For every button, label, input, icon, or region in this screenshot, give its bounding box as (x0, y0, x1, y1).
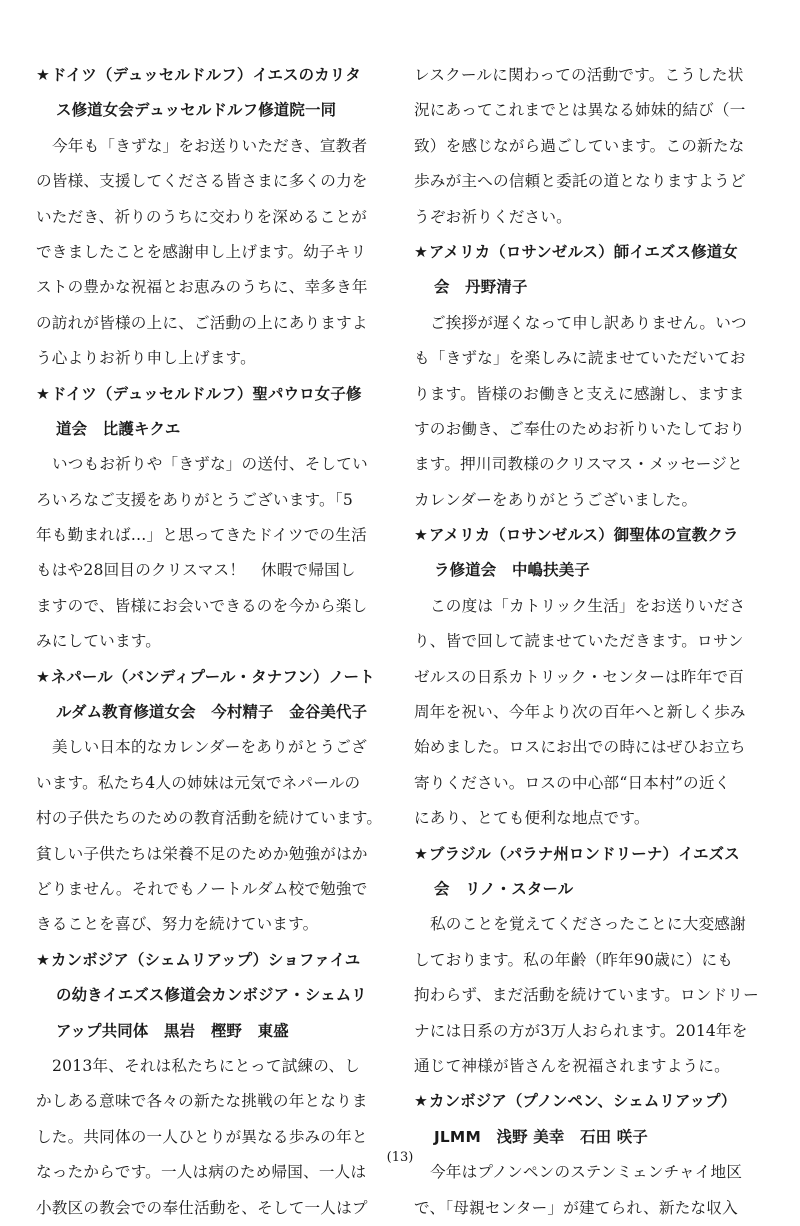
paragraph-line: 通じて神様が皆さんを祝福されますように。 (414, 1056, 730, 1075)
paragraph-line: もはや28回目のクリスマス！ 休暇で帰国し (36, 561, 356, 580)
heading-text: ブラジル（パラナ州ロンドリーナ）イエズス (429, 844, 740, 863)
star-icon: ★ (36, 66, 50, 84)
paragraph-line: 村の子供たちのための教育活動を続けています。 (36, 809, 383, 828)
paragraph-first-line: この度は「カトリック生活」をお送りいださ (430, 596, 746, 615)
heading-text: ドイツ（デュッセルドルフ）聖パウロ女子修 (51, 384, 362, 403)
paragraph-line: 貧しい子供たちは栄養不足のためか勉強がはか (36, 844, 368, 863)
section-heading (36, 377, 392, 412)
paragraph-line: ナには日系の方が3万人おられます。2014年を (414, 1021, 748, 1040)
paragraph-line: ゼルスの日系カトリック・センターは昨年で百 (414, 667, 744, 686)
paragraph-line: り、皆で回して読ませていただきます。ロサン (414, 632, 744, 651)
section-heading-continued: アップ共同体 黒岩 樫野 東盛 (56, 1021, 289, 1040)
paragraph-line: した。共同体の一人ひとりが異なる歩みの年と (36, 1127, 368, 1146)
paragraph-first-line: 私のことを覚えてくださったことに大変感謝 (430, 915, 746, 934)
paragraph-first-line: いつもお祈りや「きずな」の送付、そしてい (52, 455, 368, 474)
heading-text: カンボジア（プノンペン、シェムリアップ） (429, 1092, 737, 1111)
paragraph-line: すのお働き、ご奉仕のためお祈りいたしており (414, 419, 746, 438)
section-heading-continued: ス修道女会デュッセルドルフ修道院一同 (56, 101, 337, 120)
paragraph-line: ストの豊かな祝福とお恵みのうちに、幸多き年 (36, 278, 368, 297)
paragraph-line: も「きずな」を楽しみに読ませていただいてお (414, 349, 746, 368)
heading-text: アメリカ（ロサンゼルス）師イエズス修道女 (429, 242, 738, 261)
page-number: (13) (386, 1150, 414, 1165)
paragraph-line: レスクールに関わっての活動です。こうした状 (414, 66, 744, 84)
paragraph-line: うぞお祈りください。 (414, 207, 572, 226)
paragraph-first-line: 今年はプノンペンのステンミェンチャイ地区 (430, 1163, 743, 1182)
paragraph-line: かしある意味で各々の新たな挑戦の年となりま (36, 1092, 368, 1111)
paragraph-line: 周年を祝い、今年より次の百年へと新しく歩み (414, 703, 746, 722)
left-column (36, 58, 392, 1226)
paragraph-line: ます。押川司教様のクリスマス・メッセージと (414, 455, 743, 474)
paragraph-line: ろいろなご支援をありがとうございます。「5 (36, 490, 353, 509)
paragraph-line: カレンダーをありがとうございました。 (414, 490, 698, 509)
paragraph-line: の訪れが皆様の上に、ご活動の上にありますよ (36, 313, 368, 332)
paragraph-line: 致）を感じながら過ごしています。この新たな (414, 136, 745, 155)
section-heading (36, 58, 392, 93)
star-icon: ★ (414, 844, 428, 863)
section-heading (414, 837, 768, 872)
star-icon: ★ (36, 950, 50, 969)
paragraph-line: しております。私の年齢（昨年90歳に）にも (414, 950, 734, 969)
heading-text: アメリカ（ロサンゼルス）御聖体の宣教クラ (429, 526, 739, 545)
paragraph-line: ますので、皆様にお会いできるのを今から楽し (36, 596, 368, 615)
paragraph-first-line: 今年も「きずな」をお送りいただき、宣教者 (52, 136, 368, 155)
paragraph-line: 始めました。ロスにお出での時にはぜひお立ち (414, 738, 746, 757)
heading-text: ドイツ（デュッセルドルフ）イエスのカリタ (51, 66, 361, 84)
paragraph-line: 年も勤まれば…」と思ってきたドイツでの生活 (36, 526, 367, 545)
star-icon: ★ (414, 1092, 428, 1111)
section-heading-continued: ラ修道会 中嶋扶美子 (434, 561, 590, 580)
paragraph-line: できましたことを感謝申し上げます。幼子キリ (36, 242, 367, 261)
paragraph-line: きることを喜び、努力を続けています。 (36, 915, 319, 934)
paragraph-first-line: 美しい日本的なカレンダーをありがとうござ (52, 738, 367, 757)
section-heading-continued: 会 リノ・スタール (434, 879, 574, 898)
section-heading-continued: 道会 比護キクエ (56, 419, 181, 438)
paragraph-line: 拘わらず、まだ活動を続けています。ロンドリー (414, 986, 759, 1005)
paragraph-line: う心よりお祈り申し上げます。 (36, 349, 256, 368)
section-heading-continued: の幼きイエズス修道会カンボジア・シェムリ (56, 986, 367, 1005)
section-heading (414, 1084, 768, 1119)
paragraph-line: 小教区の教会での奉仕活動を、そして一人はプ (36, 1198, 368, 1217)
paragraph-line: で、「母親センター」が建てられ、新たな収入 (414, 1198, 738, 1217)
star-icon: ★ (414, 526, 428, 545)
paragraph-line: 歩みが主への信頼と委託の道となりますようど (414, 172, 746, 191)
paragraph-line: の皆様、支援してくださる皆さまに多くの力を (36, 172, 368, 191)
paragraph-line: どりません。それでもノートルダム校で勉強で (36, 879, 368, 898)
section-heading-continued: JLMM 浅野 美幸 石田 咲子 (434, 1127, 648, 1146)
star-icon: ★ (36, 667, 50, 686)
star-icon: ★ (36, 384, 50, 403)
section-heading (414, 518, 768, 553)
section-heading-continued: ルダム教育修道女会 今村精子 金谷美代子 (56, 703, 368, 722)
paragraph-line: いただき、祈りのうちに交わりを深めることが (36, 207, 368, 226)
heading-text: ネパール（バンディプール・タナフン）ノート (51, 667, 375, 686)
section-heading (36, 660, 392, 695)
paragraph-line: みにしています。 (36, 632, 162, 651)
paragraph-first-line: 2013年、それは私たちにとって試練の、し (52, 1056, 361, 1075)
paragraph-first-line: ご挨拶が遅くなって申し訳ありません。いつ (430, 313, 747, 332)
paragraph-line: 寄りください。ロスの中心部“日本村”の近く (414, 773, 731, 792)
section-heading (36, 943, 392, 978)
right-column (414, 58, 768, 1226)
paragraph-line: にあり、とても便利な地点です。 (414, 809, 650, 828)
star-icon: ★ (414, 242, 428, 261)
paragraph-line: ります。皆様のお働きと支えに感謝し、ますま (414, 384, 745, 403)
paragraph-line: 況にあってこれまでとは異なる姉妹的結び（一 (414, 101, 746, 120)
section-heading-continued: 会 丹野清子 (434, 278, 528, 297)
section-heading (414, 235, 768, 270)
heading-text: カンボジア（シェムリアップ）ショファイユ (51, 950, 361, 969)
paragraph-line: います。私たち4人の姉妹は元気でネパールの (36, 773, 361, 792)
paragraph-line: なったからです。一人は病のため帰国、一人は (36, 1163, 367, 1182)
